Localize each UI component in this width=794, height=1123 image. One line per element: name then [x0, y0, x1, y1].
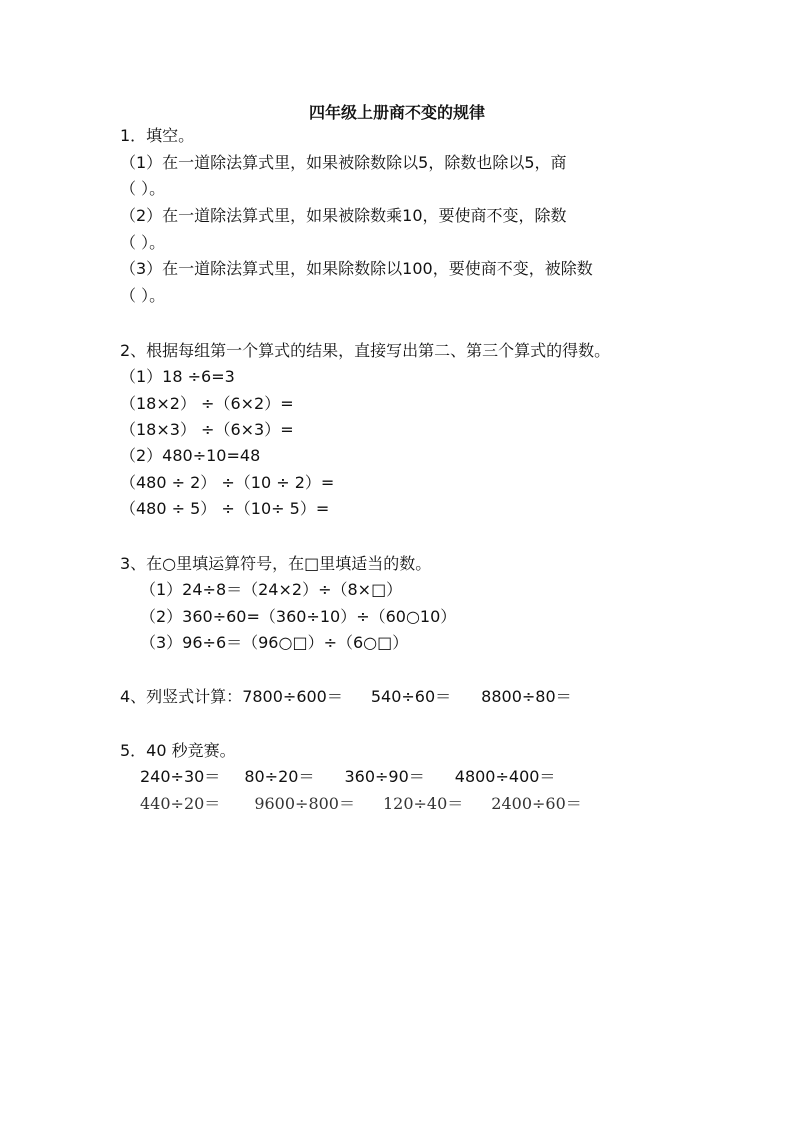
section-5-r1-item-2: 80÷20＝: [244, 767, 315, 786]
section-5-r2-item-4: 2400÷60＝: [491, 794, 582, 813]
section-4-item-2: 540÷60＝: [370, 687, 452, 706]
section-2-line-4: （2）480÷10=48: [120, 446, 261, 465]
section-3-heading: 3、在○里填运算符号，在□里填适当的数。: [120, 554, 432, 573]
section-5-heading: 5．40 秒竞赛。: [120, 741, 236, 760]
section-2-line-3: （18×3） ÷（6×3）=: [120, 420, 294, 439]
question-1-2-text: （2）在一道除法算式里，如果被除数乘10，要使商不变，除数: [120, 206, 567, 225]
section-5-r2-item-3: 120÷40＝: [382, 794, 464, 813]
section-5-r1-item-1: 240÷30＝: [140, 767, 221, 786]
section-3-line-2: （2）360÷60=（360÷10）÷（60○10）: [140, 607, 457, 626]
section-2-heading: 2、根据每组第一个算式的结果，直接写出第二、第三个算式的得数。: [120, 341, 611, 360]
worksheet-title: 四年级上册商不变的规律: [308, 103, 485, 122]
question-1-3-blank: （ ）。: [120, 286, 166, 305]
section-4-item-1: 7800÷600＝: [242, 687, 343, 706]
section-4-item-3: 8800÷80＝: [481, 687, 572, 706]
section-2-line-2: （18×2） ÷（6×2）=: [120, 394, 294, 413]
section-2-line-1: （1）18 ÷6=3: [120, 367, 235, 386]
question-1-1-text: （1）在一道除法算式里，如果被除数除以5，除数也除以5，商: [120, 153, 567, 172]
section-2-line-6: （480 ÷ 5） ÷（10÷ 5）=: [120, 499, 330, 518]
section-3-line-1: （1）24÷8＝（24×2）÷（8×□）: [140, 580, 403, 599]
section-5-r1-item-4: 4800÷400＝: [454, 767, 556, 786]
question-1-1-blank: （ ）。: [120, 179, 166, 198]
section-5-row-2: [140, 793, 582, 815]
question-1-2-blank: （ ）。: [120, 233, 166, 252]
section-1-heading: 1．填空。: [120, 126, 195, 145]
section-4-heading: 4、列竖式计算：: [120, 687, 243, 706]
section-4-row: [120, 686, 572, 708]
section-3-line-3: （3）96÷6＝（96○□）÷（6○□）: [140, 633, 409, 652]
section-5-r1-item-3: 360÷90＝: [344, 767, 425, 786]
section-5-row-1: [140, 766, 555, 788]
section-5-r2-item-2: 9600÷800＝: [254, 794, 355, 813]
question-1-3-text: （3）在一道除法算式里，如果除数除以100，要使商不变，被除数: [120, 259, 593, 278]
section-5-r2-item-1: 440÷20＝: [140, 794, 221, 813]
section-2-line-5: （480 ÷ 2） ÷（10 ÷ 2）=: [120, 473, 335, 492]
